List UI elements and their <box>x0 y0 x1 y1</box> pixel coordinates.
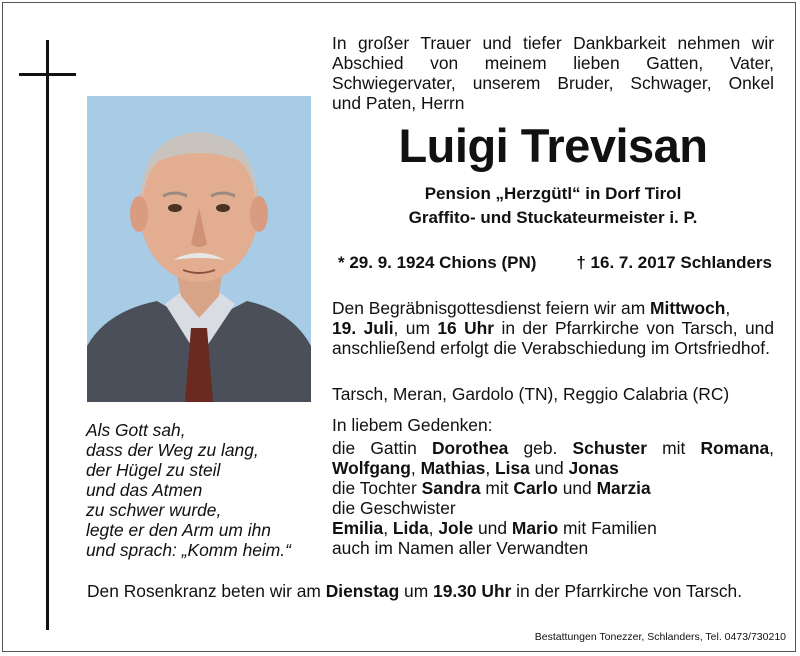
memory-label: In liebem Gedenken: <box>332 415 493 435</box>
poem-line: zu schwer wurde, <box>86 500 222 520</box>
text: , <box>769 438 774 458</box>
son-in-law-name: Carlo <box>513 478 558 498</box>
text: die Tochter <box>332 478 422 498</box>
daughter-name: Sandra <box>421 478 481 498</box>
text: mit Familien <box>558 518 657 538</box>
portrait-photo <box>87 96 311 402</box>
sibling-name: Emilia <box>332 518 384 538</box>
child-name: Jonas <box>568 458 619 478</box>
child-name: Romana <box>700 438 770 458</box>
text: , <box>383 518 393 538</box>
funeral-day: Mittwoch <box>650 298 726 318</box>
text: in der Pfarrkirche von Tarsch, und anschließend erfolgt die Verabschiedung im Ortsfriedhof. <box>332 318 775 358</box>
text: die Gattin <box>332 438 432 458</box>
child-name: Wolfgang <box>332 458 411 478</box>
relatives-line: auch im Namen aller Verwandten <box>332 538 589 558</box>
siblings-label: die Geschwister <box>332 498 456 518</box>
intro-line: In großer Trauer und tiefer Dankbarkeit nehmen wir <box>332 33 774 53</box>
text: , <box>725 298 731 318</box>
intro-line: und Paten, Herrn <box>332 93 465 113</box>
text: Den Rosenkranz beten wir am <box>87 581 326 601</box>
deceased-name: Luigi Trevisan <box>398 119 708 172</box>
funeral-date: 19. Juli <box>332 318 394 338</box>
mourners-list <box>332 438 774 558</box>
funeral-home-credit: Bestattungen Tonezzer, Schlanders, Tel. 0473/730210 <box>534 631 786 643</box>
mourners-line <box>332 438 774 458</box>
text: geb. <box>508 438 573 458</box>
subtitle-pension: Pension „Herzgütl“ in Dorf Tirol <box>424 184 682 203</box>
mourners-line <box>332 458 774 478</box>
birth-date: * 29. 9. 1924 Chions (PN) <box>338 253 537 272</box>
subtitle-profession: Graffito- und Stuckateurmeister i. P. <box>408 208 698 227</box>
poem-line: der Hügel zu steil <box>86 460 221 480</box>
text: mit <box>646 438 701 458</box>
mourners-line <box>332 518 774 538</box>
poem <box>86 420 326 560</box>
text: mit <box>480 478 514 498</box>
text: , <box>410 458 421 478</box>
text: um <box>399 581 434 601</box>
text: und <box>557 478 597 498</box>
text: , um <box>393 318 438 338</box>
text: , <box>485 458 495 478</box>
funeral-text <box>332 298 774 358</box>
grandchild-name: Marzia <box>596 478 651 498</box>
child-name: Lisa <box>494 458 530 478</box>
sibling-name: Mario <box>511 518 559 538</box>
poem-line: und sprach: „Komm heim.“ <box>86 540 291 560</box>
text: Den Begräbnisgottesdienst feiern wir am <box>332 298 651 318</box>
text: und <box>473 518 512 538</box>
child-name: Mathias <box>420 458 486 478</box>
cross-symbol-horizontal <box>19 73 76 76</box>
poem-line: dass der Weg zu lang, <box>86 440 259 460</box>
rosary-day: Dienstag <box>325 581 400 601</box>
poem-line: und das Atmen <box>86 480 203 500</box>
text: in der Pfarrkirche von Tarsch. <box>511 581 743 601</box>
text: , <box>428 518 439 538</box>
intro-line: Schwiegervater, unserem Bruder, Schwager, Onkel <box>332 73 774 93</box>
mourners-line <box>332 478 774 498</box>
rosary-text <box>87 581 777 602</box>
sibling-name: Jole <box>438 518 474 538</box>
places: Tarsch, Meran, Gardolo (TN), Reggio Calabria (RC) <box>332 384 730 404</box>
funeral-time: 16 Uhr <box>437 318 495 338</box>
cross-symbol-vertical <box>46 40 49 630</box>
text: und <box>529 458 569 478</box>
intro-text <box>332 33 774 113</box>
rosary-time: 19.30 Uhr <box>433 581 512 601</box>
death-date: † 16. 7. 2017 Schlanders <box>576 253 772 272</box>
wife-name: Dorothea <box>431 438 509 458</box>
poem-line: legte er den Arm um ihn <box>86 520 271 540</box>
sibling-name: Lida <box>392 518 429 538</box>
intro-line: Abschied von meinem lieben Gatten, Vater, <box>332 53 774 73</box>
poem-line: Als Gott sah, <box>86 420 186 440</box>
maiden-name: Schuster <box>572 438 647 458</box>
